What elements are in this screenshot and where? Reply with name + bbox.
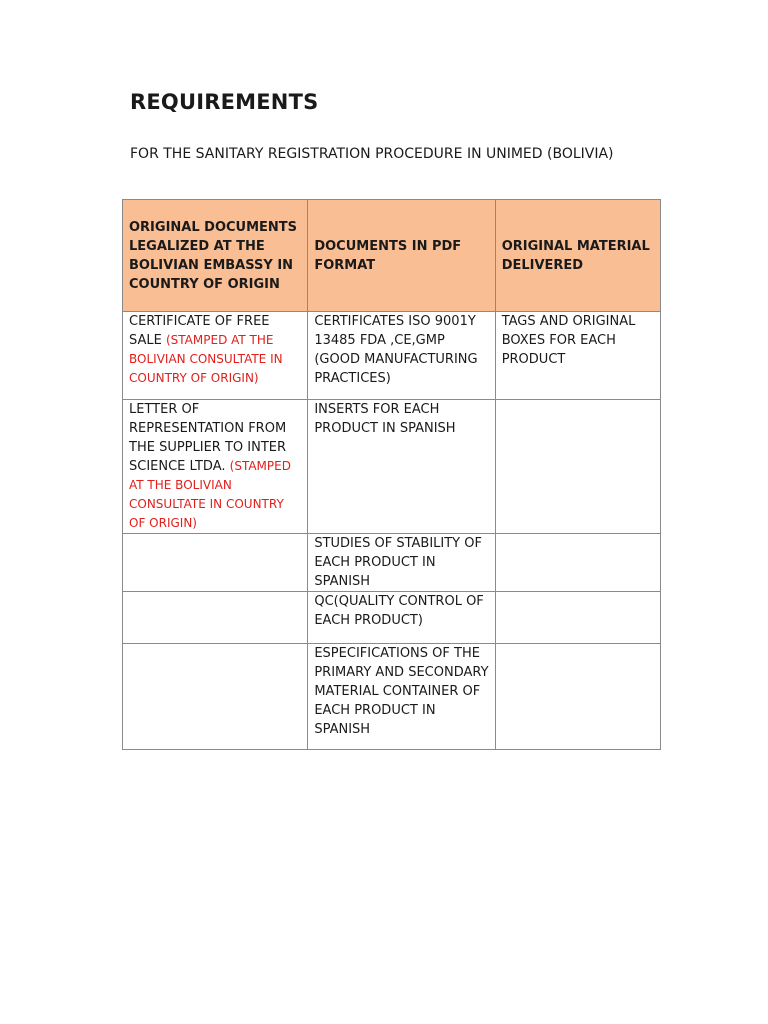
table-cell: [495, 644, 660, 750]
document-subtitle: FOR THE SANITARY REGISTRATION PROCEDURE IN UNIMED (BOLIVIA): [130, 146, 614, 162]
table-cell: QC(QUALITY CONTROL OF EACH PRODUCT): [308, 592, 495, 644]
cell-note: (STAMPED AT THE BOLIVIAN CONSULTATE IN COUNTRY OF ORIGIN): [129, 459, 291, 530]
header-pdf-documents: DOCUMENTS IN PDF FORMAT: [308, 200, 495, 312]
table-cell: CERTIFICATES ISO 9001Y 13485 FDA ,CE,GMP (GOOD MANUFACTURING PRACTICES): [308, 312, 495, 400]
table-cell: STUDIES OF STABILITY OF EACH PRODUCT IN SPANISH: [308, 534, 495, 592]
table-cell: [123, 400, 308, 534]
table-row: [123, 312, 661, 400]
header-original-material: ORIGINAL MATERIAL DELIVERED: [495, 200, 660, 312]
table-cell: [495, 534, 660, 592]
table-cell: [123, 592, 308, 644]
header-original-documents: ORIGINAL DOCUMENTS LEGALIZED AT THE BOLIVIAN EMBASSY IN COUNTRY OF ORIGIN: [123, 200, 308, 312]
table-row: [123, 534, 661, 592]
table-cell: [495, 592, 660, 644]
table-cell: [123, 312, 308, 400]
table-row: [123, 400, 661, 534]
table-cell: TAGS AND ORIGINAL BOXES FOR EACH PRODUCT: [495, 312, 660, 400]
document-title: REQUIREMENTS: [130, 90, 319, 114]
table-header-row: [123, 200, 661, 312]
cell-text: LETTER OF REPRESENTATION FROM THE SUPPLIER TO INTER SCIENCE LTDA.: [129, 402, 287, 474]
cell-note: (STAMPED AT THE BOLIVIAN CONSULTATE IN COUNTRY OF ORIGIN): [129, 333, 283, 385]
table-cell: [123, 534, 308, 592]
table-cell: ESPECIFICATIONS OF THE PRIMARY AND SECONDARY MATERIAL CONTAINER OF EACH PRODUCT IN SPANISH: [308, 644, 495, 750]
table-cell: INSERTS FOR EACH PRODUCT IN SPANISH: [308, 400, 495, 534]
cell-text: CERTIFICATE OF FREE SALE: [129, 314, 270, 348]
table-row: [123, 644, 661, 750]
table-row: [123, 592, 661, 644]
table-cell: [123, 644, 308, 750]
requirements-table: [122, 199, 661, 750]
table-cell: [495, 400, 660, 534]
